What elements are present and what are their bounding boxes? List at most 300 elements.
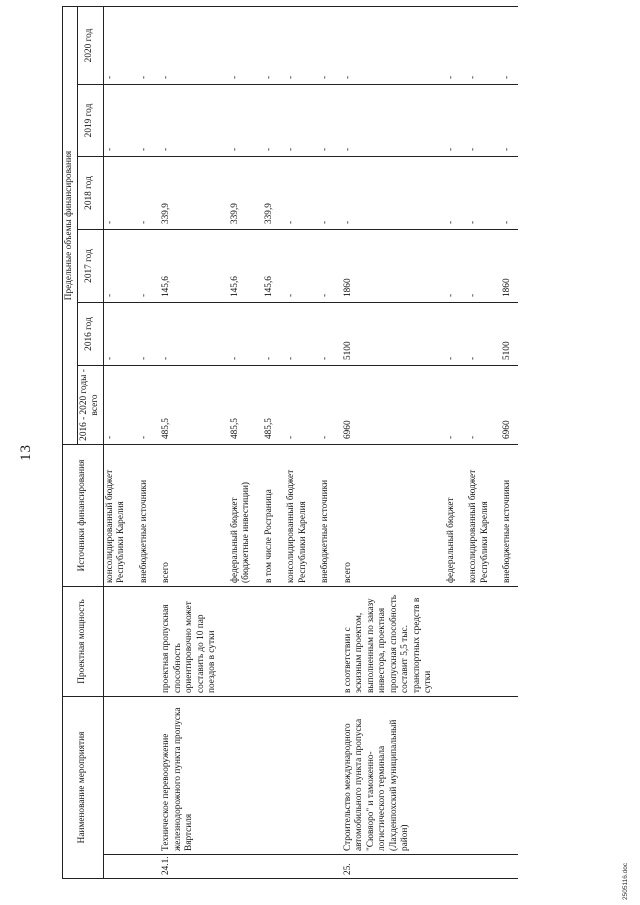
spacer-cell <box>457 445 467 587</box>
value-2017-cell <box>342 230 435 303</box>
spacer-cell <box>128 697 138 855</box>
row-number-cell <box>501 855 514 879</box>
total-2016-2020-cell <box>445 366 458 445</box>
spacer-cell <box>332 85 342 157</box>
measure-name-cell <box>160 697 219 855</box>
row-number-cell <box>467 855 491 879</box>
design-capacity-cell <box>103 587 128 697</box>
spacer-cell <box>332 366 342 445</box>
value-2017-cell <box>160 230 219 303</box>
value-2020-cell <box>263 7 276 85</box>
spacer-cell <box>435 587 445 697</box>
value-2020: - <box>263 75 274 79</box>
spacer-cell <box>275 157 285 230</box>
spacer-cell <box>128 445 138 587</box>
financing-source-cell <box>467 445 491 587</box>
design-capacity-cell <box>229 587 253 697</box>
spacer-cell <box>150 587 160 697</box>
header-year-2019: 2019 год <box>77 85 103 157</box>
spacer-cell <box>219 157 229 230</box>
value-2017: - <box>320 293 331 297</box>
value-2020-cell <box>319 7 332 85</box>
value-2020: - <box>138 75 149 79</box>
value-2018-cell <box>138 157 151 230</box>
spacer-cell <box>309 366 319 445</box>
value-2020-cell <box>445 7 458 85</box>
measure-name-cell <box>285 697 309 855</box>
spacer-cell <box>275 366 285 445</box>
row-spacer <box>457 7 467 879</box>
value-2016-cell <box>467 303 491 366</box>
value-2018-cell <box>103 157 128 230</box>
financing-table <box>62 6 518 879</box>
spacer-cell <box>332 303 342 366</box>
value-2017: 145,6 <box>161 276 172 297</box>
value-2016-cell <box>445 303 458 366</box>
value-2016-cell <box>103 303 128 366</box>
spacer-cell <box>332 230 342 303</box>
spacer-cell <box>457 85 467 157</box>
spacer-cell <box>253 587 263 697</box>
value-2017: - <box>138 293 149 297</box>
spacer-cell <box>491 855 501 879</box>
design-capacity-cell <box>319 587 332 697</box>
spacer-cell <box>309 230 319 303</box>
header-name: Наименование мероприятия <box>63 697 104 879</box>
value-2018: - <box>502 220 513 224</box>
value-2020: - <box>104 75 115 79</box>
value-2016-cell <box>319 303 332 366</box>
row-spacer <box>128 7 138 879</box>
spacer-cell <box>219 230 229 303</box>
value-2020: - <box>445 75 456 79</box>
value-2016: - <box>445 356 456 360</box>
spacer-cell <box>128 230 138 303</box>
row-number-cell <box>263 855 276 879</box>
table-row <box>138 7 151 879</box>
value-2020: - <box>468 75 479 79</box>
spacer-cell <box>457 587 467 697</box>
total-2016-2020: 6960 <box>342 420 353 439</box>
value-2020: - <box>342 75 353 79</box>
financing-source-cell <box>263 445 276 587</box>
value-2020-cell <box>103 7 128 85</box>
value-2019-cell <box>263 85 276 157</box>
spacer-cell <box>150 697 160 855</box>
design-capacity-cell <box>285 587 309 697</box>
table-row <box>263 7 276 879</box>
design-capacity-cell <box>138 587 151 697</box>
spacer-cell <box>253 855 263 879</box>
design-capacity-cell <box>501 587 514 697</box>
value-2019: - <box>502 147 513 151</box>
table-row <box>103 7 128 879</box>
total-2016-2020-cell <box>342 366 435 445</box>
row-number-cell <box>285 855 309 879</box>
value-2016: 5100 <box>502 341 513 360</box>
spacer-cell <box>150 157 160 230</box>
spacer-cell <box>128 7 138 85</box>
measure-name-cell <box>229 697 253 855</box>
total-2016-2020: 6960 <box>502 420 513 439</box>
row-number-cell <box>319 855 332 879</box>
value-2016-cell <box>501 303 514 366</box>
spacer-cell <box>253 445 263 587</box>
footer-doc-code: 2505116.doc <box>622 862 629 900</box>
table-row <box>160 7 219 879</box>
total-2016-2020-cell <box>229 366 253 445</box>
value-2016-cell <box>263 303 276 366</box>
value-2017: - <box>445 293 456 297</box>
value-2020: - <box>161 75 172 79</box>
row-spacer <box>332 7 342 879</box>
total-2016-2020: - <box>104 435 115 439</box>
spacer-cell <box>128 587 138 697</box>
value-2017-cell <box>467 230 491 303</box>
financing-source: консолидированный бюджет Республики Карелия <box>468 469 490 583</box>
financing-source: федеральный бюджет (бюджетные инвестиции) <box>229 481 252 583</box>
value-2018: - <box>342 220 353 224</box>
measure-name-cell <box>263 697 276 855</box>
row-number: 25. <box>342 863 353 875</box>
value-2019-cell <box>138 85 151 157</box>
value-2018: 339,9 <box>161 203 172 224</box>
value-2018: 339,9 <box>263 203 274 224</box>
spacer-cell <box>435 303 445 366</box>
spacer-cell <box>491 230 501 303</box>
row-spacer <box>253 7 263 879</box>
header-year-2017: 2017 год <box>77 230 103 303</box>
spacer-cell <box>150 7 160 85</box>
table-bottom <box>514 7 518 879</box>
spacer-cell <box>253 230 263 303</box>
value-2020: - <box>229 75 240 79</box>
header-limits: Предельные объемы финансирования <box>63 7 78 445</box>
spacer-cell <box>128 855 138 879</box>
value-2017: 145,6 <box>229 276 240 297</box>
total-2016-2020-cell <box>160 366 219 445</box>
row-number-cell <box>445 855 458 879</box>
spacer-cell <box>275 230 285 303</box>
value-2017: - <box>104 293 115 297</box>
spacer-cell <box>457 697 467 855</box>
value-2020-cell <box>501 7 514 85</box>
spacer-cell <box>253 157 263 230</box>
spacer-cell <box>435 7 445 85</box>
financing-source: внебюджетные источники <box>320 479 331 583</box>
spacer-cell <box>219 445 229 587</box>
header-year-2016: 2016 год <box>77 303 103 366</box>
table-body <box>103 7 518 879</box>
spacer-cell <box>435 230 445 303</box>
value-2017-cell <box>103 230 128 303</box>
value-2016-cell <box>342 303 435 366</box>
measure-name-cell <box>467 697 491 855</box>
spacer-cell <box>128 303 138 366</box>
value-2016-cell <box>285 303 309 366</box>
spacer-cell <box>219 7 229 85</box>
bottom-cell <box>514 855 518 879</box>
financing-source-cell <box>229 445 253 587</box>
value-2019: - <box>138 147 149 151</box>
total-2016-2020-cell <box>319 366 332 445</box>
value-2018-cell <box>467 157 491 230</box>
value-2019: - <box>445 147 456 151</box>
spacer-cell <box>435 85 445 157</box>
spacer-cell <box>219 855 229 879</box>
table-row <box>445 7 458 879</box>
spacer-cell <box>275 303 285 366</box>
value-2018: - <box>104 220 115 224</box>
value-2020-cell <box>138 7 151 85</box>
value-2019-cell <box>285 85 309 157</box>
spacer-cell <box>309 587 319 697</box>
value-2018-cell <box>445 157 458 230</box>
spacer-cell <box>491 303 501 366</box>
value-2019: - <box>104 147 115 151</box>
row-number-cell <box>160 855 219 879</box>
value-2018: - <box>468 220 479 224</box>
spacer-cell <box>309 303 319 366</box>
measure-name: Строительство международного автомобильного пункта пропуска "Сювяоро" и таможенно-логистического терминала (Лахденпохский муниципальный район) <box>342 718 411 851</box>
spacer-cell <box>128 85 138 157</box>
measure-name-cell <box>103 697 128 855</box>
total-2016-2020-cell <box>501 366 514 445</box>
spacer-cell <box>491 697 501 855</box>
value-2016-cell <box>138 303 151 366</box>
table-row <box>501 7 514 879</box>
total-2016-2020-cell <box>467 366 491 445</box>
value-2018-cell <box>285 157 309 230</box>
spacer-cell <box>150 366 160 445</box>
table-row <box>285 7 309 879</box>
financing-source-cell <box>501 445 514 587</box>
spacer-cell <box>435 366 445 445</box>
value-2020-cell <box>285 7 309 85</box>
financing-source: внебюджетные источники <box>502 479 513 583</box>
bottom-cell <box>514 85 518 157</box>
spacer-cell <box>253 697 263 855</box>
spacer-cell <box>435 445 445 587</box>
spacer-cell <box>150 230 160 303</box>
value-2018-cell <box>501 157 514 230</box>
total-2016-2020-cell <box>263 366 276 445</box>
total-2016-2020: 485,5 <box>263 418 274 439</box>
header-total: 2016 - 2020 годы - всего <box>77 366 103 445</box>
spacer-cell <box>253 85 263 157</box>
financing-source: внебюджетные источники <box>138 479 149 583</box>
value-2017: - <box>468 293 479 297</box>
financing-source: всего <box>161 562 172 583</box>
value-2016: - <box>263 356 274 360</box>
header-year-2018: 2018 год <box>77 157 103 230</box>
design-capacity-cell <box>160 587 219 697</box>
value-2020: - <box>286 75 297 79</box>
header-year-2020: 2020 год <box>77 7 103 85</box>
financing-source: консолидированный бюджет Республики Карелия <box>104 469 127 583</box>
financing-source-cell <box>138 445 151 587</box>
row-number: 24.1. <box>161 856 172 875</box>
spacer-cell <box>275 855 285 879</box>
value-2016: 5100 <box>342 341 353 360</box>
value-2017-cell <box>501 230 514 303</box>
spacer-cell <box>150 855 160 879</box>
value-2019-cell <box>501 85 514 157</box>
value-2017-cell <box>138 230 151 303</box>
financing-source-cell <box>445 445 458 587</box>
total-2016-2020: - <box>138 435 149 439</box>
value-2018-cell <box>160 157 219 230</box>
spacer-cell <box>309 157 319 230</box>
value-2019: - <box>342 147 353 151</box>
spacer-cell <box>275 7 285 85</box>
value-2016: - <box>320 356 331 360</box>
header-capacity: Проектная мощность <box>63 587 104 697</box>
spacer-cell <box>253 303 263 366</box>
spacer-cell <box>332 445 342 587</box>
spacer-cell <box>332 157 342 230</box>
bottom-cell <box>514 7 518 85</box>
row-spacer <box>150 7 160 879</box>
bottom-cell <box>514 366 518 445</box>
spacer-cell <box>332 7 342 85</box>
design-capacity-cell <box>342 587 435 697</box>
value-2018: - <box>286 220 297 224</box>
financing-source-cell <box>160 445 219 587</box>
table-row <box>342 7 435 879</box>
value-2017-cell <box>319 230 332 303</box>
spacer-cell <box>457 366 467 445</box>
measure-name-cell <box>138 697 151 855</box>
value-2017: 145,6 <box>263 276 274 297</box>
total-2016-2020-cell <box>138 366 151 445</box>
value-2019-cell <box>467 85 491 157</box>
spacer-cell <box>491 85 501 157</box>
spacer-cell <box>332 855 342 879</box>
bottom-cell <box>514 157 518 230</box>
spacer-cell <box>491 366 501 445</box>
value-2018-cell <box>229 157 253 230</box>
spacer-cell <box>275 587 285 697</box>
spacer-cell <box>457 230 467 303</box>
value-2019-cell <box>342 85 435 157</box>
spacer-cell <box>332 587 342 697</box>
row-spacer <box>219 7 229 879</box>
table-row <box>229 7 253 879</box>
spacer-cell <box>275 697 285 855</box>
value-2017: 1860 <box>502 278 513 297</box>
financing-source: федеральный бюджет <box>445 497 456 583</box>
spacer-cell <box>309 7 319 85</box>
value-2019-cell <box>319 85 332 157</box>
spacer-cell <box>253 366 263 445</box>
total-2016-2020-cell <box>285 366 309 445</box>
spacer-cell <box>128 157 138 230</box>
spacer-cell <box>309 697 319 855</box>
value-2018: - <box>320 220 331 224</box>
value-2017-cell <box>263 230 276 303</box>
value-2017: - <box>286 293 297 297</box>
bottom-cell <box>514 445 518 587</box>
row-spacer <box>275 7 285 879</box>
spacer-cell <box>491 7 501 85</box>
spacer-cell <box>435 855 445 879</box>
value-2017-cell <box>229 230 253 303</box>
measure-name-cell <box>342 697 435 855</box>
bottom-cell <box>514 697 518 855</box>
measure-name-cell <box>445 697 458 855</box>
row-spacer <box>309 7 319 879</box>
spacer-cell <box>457 303 467 366</box>
spacer-cell <box>332 697 342 855</box>
value-2019: - <box>229 147 240 151</box>
spacer-cell <box>435 697 445 855</box>
spacer-cell <box>219 697 229 855</box>
total-2016-2020: - <box>468 435 479 439</box>
row-number-cell <box>138 855 151 879</box>
financing-source-cell <box>103 445 128 587</box>
total-2016-2020: 485,5 <box>161 418 172 439</box>
value-2019-cell <box>160 85 219 157</box>
spacer-cell <box>219 303 229 366</box>
spacer-cell <box>150 85 160 157</box>
value-2016: - <box>229 356 240 360</box>
value-2020-cell <box>229 7 253 85</box>
spacer-cell <box>219 587 229 697</box>
value-2019-cell <box>229 85 253 157</box>
value-2016: - <box>286 356 297 360</box>
spacer-cell <box>309 85 319 157</box>
value-2019-cell <box>445 85 458 157</box>
financing-source-cell <box>342 445 435 587</box>
financing-source: консолидированный бюджет Республики Карелия <box>286 469 308 583</box>
value-2018: 339,9 <box>229 203 240 224</box>
value-2016: - <box>468 356 479 360</box>
value-2020-cell <box>160 7 219 85</box>
spacer-cell <box>457 157 467 230</box>
value-2016: - <box>104 356 115 360</box>
total-2016-2020: - <box>320 435 331 439</box>
total-2016-2020: - <box>286 435 297 439</box>
value-2018: - <box>445 220 456 224</box>
measure-name-cell <box>501 697 514 855</box>
table-row <box>467 7 491 879</box>
bottom-cell <box>514 303 518 366</box>
value-2017-cell <box>445 230 458 303</box>
spacer-cell <box>150 303 160 366</box>
value-2017-cell <box>285 230 309 303</box>
value-2016-cell <box>229 303 253 366</box>
spacer-cell <box>309 855 319 879</box>
value-2016-cell <box>160 303 219 366</box>
row-spacer <box>491 7 501 879</box>
value-2020-cell <box>342 7 435 85</box>
value-2019: - <box>468 147 479 151</box>
value-2018-cell <box>319 157 332 230</box>
total-2016-2020: 485,5 <box>229 418 240 439</box>
spacer-cell <box>309 445 319 587</box>
financing-source: в том числе Росграница <box>263 489 274 583</box>
spacer-cell <box>219 366 229 445</box>
value-2017: 1860 <box>342 278 353 297</box>
spacer-cell <box>275 445 285 587</box>
value-2018: - <box>138 220 149 224</box>
spacer-cell <box>253 7 263 85</box>
row-spacer <box>435 7 445 879</box>
bottom-cell <box>514 587 518 697</box>
value-2019: - <box>161 147 172 151</box>
design-capacity: в соответствии с эскизным проектом, выполненным по заказу инвестора, проектная пропускная способность составит 5,5 тыс. транспортных средств в сутки <box>342 594 434 693</box>
